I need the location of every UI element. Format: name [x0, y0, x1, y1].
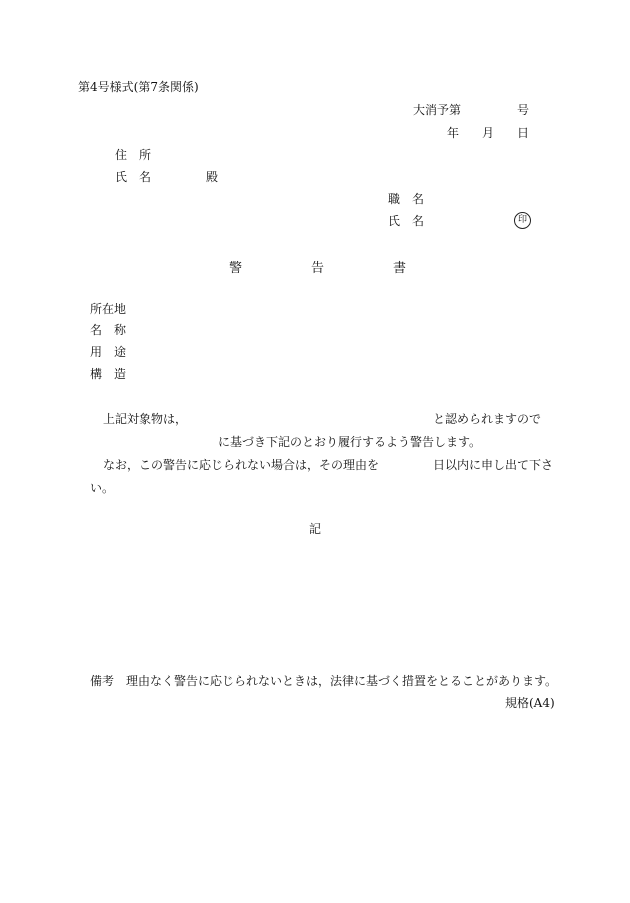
location-label: 所在地 — [90, 302, 127, 316]
addressee-name-label: 氏 名 — [115, 170, 152, 184]
addressee-honorific: 殿 — [206, 170, 219, 184]
ki-label: 記 — [309, 522, 322, 536]
name-label: 名 称 — [90, 323, 127, 337]
note-label: 備考 — [90, 674, 115, 688]
date-month: 月 — [482, 126, 495, 140]
title-char-2: 告 — [311, 261, 325, 276]
body-line3-end: 日以内に申し出て下さ — [433, 458, 554, 472]
body-line4: い。 — [90, 481, 115, 495]
title-char-3: 書 — [393, 261, 407, 276]
body-line3-start: なお，この警告に応じられない場合は，その理由を — [103, 458, 380, 472]
form-number: 第4号様式(第7条関係) — [78, 80, 199, 94]
reference-prefix: 大消予第 — [413, 103, 462, 117]
reference-suffix: 号 — [517, 103, 530, 117]
note-text: 理由なく警告に応じられないときは，法律に基づく措置をとることがあります。 — [126, 674, 558, 688]
issuer-title-label: 職 名 — [388, 192, 425, 206]
size-spec: 規格(A4) — [505, 696, 555, 710]
seal-mark: 印 — [514, 212, 531, 229]
structure-label: 構 造 — [90, 367, 127, 381]
addressee-address-label: 住 所 — [115, 148, 152, 162]
date-year: 年 — [447, 126, 460, 140]
date-day: 日 — [517, 126, 530, 140]
issuer-name-label: 氏 名 — [388, 214, 425, 228]
body-line1-end: と認められますので — [433, 412, 542, 426]
use-label: 用 途 — [90, 345, 127, 359]
title-char-1: 警 — [229, 261, 243, 276]
body-line1-start: 上記対象物は， — [103, 412, 188, 426]
body-line2: に基づき下記のとおり履行するよう警告します。 — [218, 435, 482, 449]
